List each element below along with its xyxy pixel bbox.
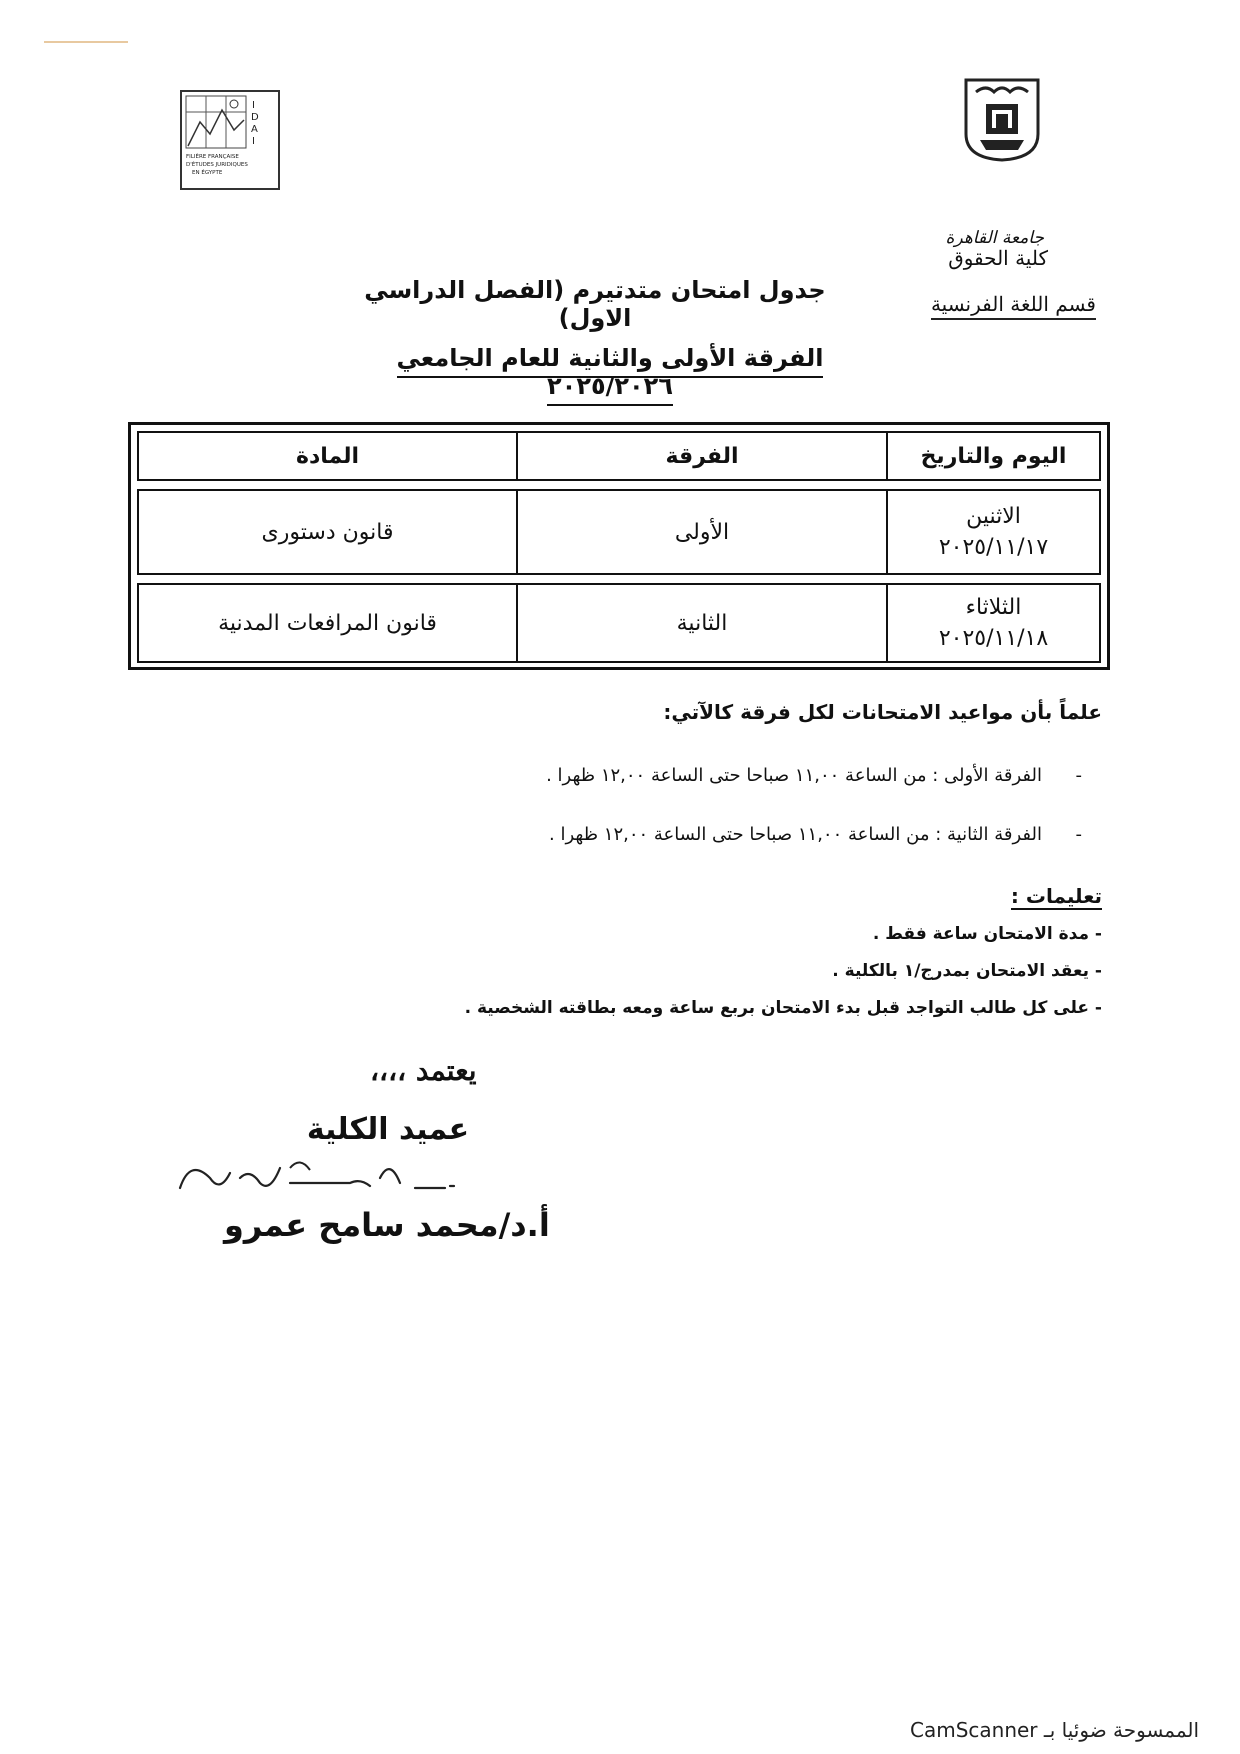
row-day: الاثنين bbox=[966, 504, 1021, 529]
bullet-dash-icon: - bbox=[1075, 824, 1082, 845]
handwritten-signature bbox=[170, 1148, 470, 1208]
row-day: الثلاثاء bbox=[965, 595, 1022, 620]
idai-logo bbox=[180, 90, 280, 190]
approval-label: يعتمد ،،،، bbox=[370, 1054, 477, 1087]
dean-title: عميد الكلية bbox=[306, 1112, 470, 1147]
row-date-cell bbox=[888, 585, 1099, 661]
svg-text:A: A bbox=[251, 124, 258, 135]
svg-text:I: I bbox=[252, 136, 255, 147]
instruction-item: - مدة الامتحان ساعة فقط . bbox=[872, 924, 1102, 944]
instruction-item: - يعقد الامتحان بمدرج/١ بالكلية . bbox=[832, 961, 1102, 981]
svg-text:FILIÈRE FRANÇAISE: FILIÈRE FRANÇAISE bbox=[186, 154, 239, 160]
svg-text:D: D bbox=[251, 112, 259, 123]
document-title: جدول امتحان متدتيرم (الفصل الدراسي الاول) bbox=[364, 276, 826, 332]
dean-name: أ.د/محمد سامح عمرو bbox=[224, 1206, 550, 1244]
department-name: قسم اللغة الفرنسية bbox=[931, 292, 1096, 320]
row-date: ٢٠٢٥/١١/١٧ bbox=[938, 535, 1049, 560]
timing-item-text: الفرقة الأولى : من الساعة ١١,٠٠ صباحا حتى الساعة ١٢,٠٠ ظهرا . bbox=[546, 765, 1042, 786]
table-row bbox=[137, 489, 1101, 575]
svg-text:D'ÉTUDES JURIDIQUES: D'ÉTUDES JURIDIQUES bbox=[186, 162, 248, 168]
row-date-cell bbox=[888, 491, 1099, 573]
document-subtitle-text: الفرقة الأولى والثانية للعام الجامعي ٢٠٢٥/٢٠٢٦ bbox=[397, 344, 824, 406]
row-date: ٢٠٢٥/١١/١٨ bbox=[938, 626, 1049, 651]
university-name: جامعة القاهرة bbox=[945, 228, 1044, 248]
instruction-item: - على كل طالب التواجد قبل بدء الامتحان بربع ساعة ومعه بطاقته الشخصية . bbox=[464, 998, 1102, 1018]
row-group: الأولى bbox=[518, 491, 888, 573]
header-date: اليوم والتاريخ bbox=[920, 443, 1067, 469]
timing-item bbox=[546, 765, 1082, 786]
svg-text:EN ÉGYPTE: EN ÉGYPTE bbox=[192, 170, 223, 176]
row-subject: قانون المرافعات المدنية bbox=[139, 585, 518, 661]
camscanner-footer: الممسوحة ضوئيا بـ CamScanner bbox=[910, 1718, 1200, 1742]
header-subject: المادة bbox=[139, 433, 518, 479]
faculty-logo bbox=[900, 78, 1100, 316]
instructions-heading bbox=[1011, 884, 1102, 908]
table-header-row bbox=[137, 431, 1101, 481]
timing-item-text: الفرقة الثانية : من الساعة ١١,٠٠ صباحا حتى الساعة ١٢,٠٠ ظهرا . bbox=[549, 824, 1042, 845]
timing-item bbox=[549, 824, 1082, 845]
table-row bbox=[137, 583, 1101, 663]
instructions-heading-text: تعليمات : bbox=[1010, 884, 1102, 908]
faculty-name: كلية الحقوق bbox=[948, 246, 1048, 270]
row-subject: قانون دستورى bbox=[139, 491, 518, 573]
svg-text:I: I bbox=[252, 100, 255, 111]
scan-edge-mark bbox=[44, 41, 128, 43]
exam-schedule-table bbox=[128, 422, 1110, 670]
header-group: الفرقة bbox=[518, 433, 888, 479]
row-group: الثانية bbox=[518, 585, 888, 661]
bullet-dash-icon: - bbox=[1075, 765, 1082, 786]
document-subtitle bbox=[380, 344, 840, 400]
cairo-university-emblem-icon bbox=[962, 78, 1042, 162]
timing-intro: علماً بأن مواعيد الامتحانات لكل فرقة كالآتي: bbox=[663, 700, 1102, 724]
